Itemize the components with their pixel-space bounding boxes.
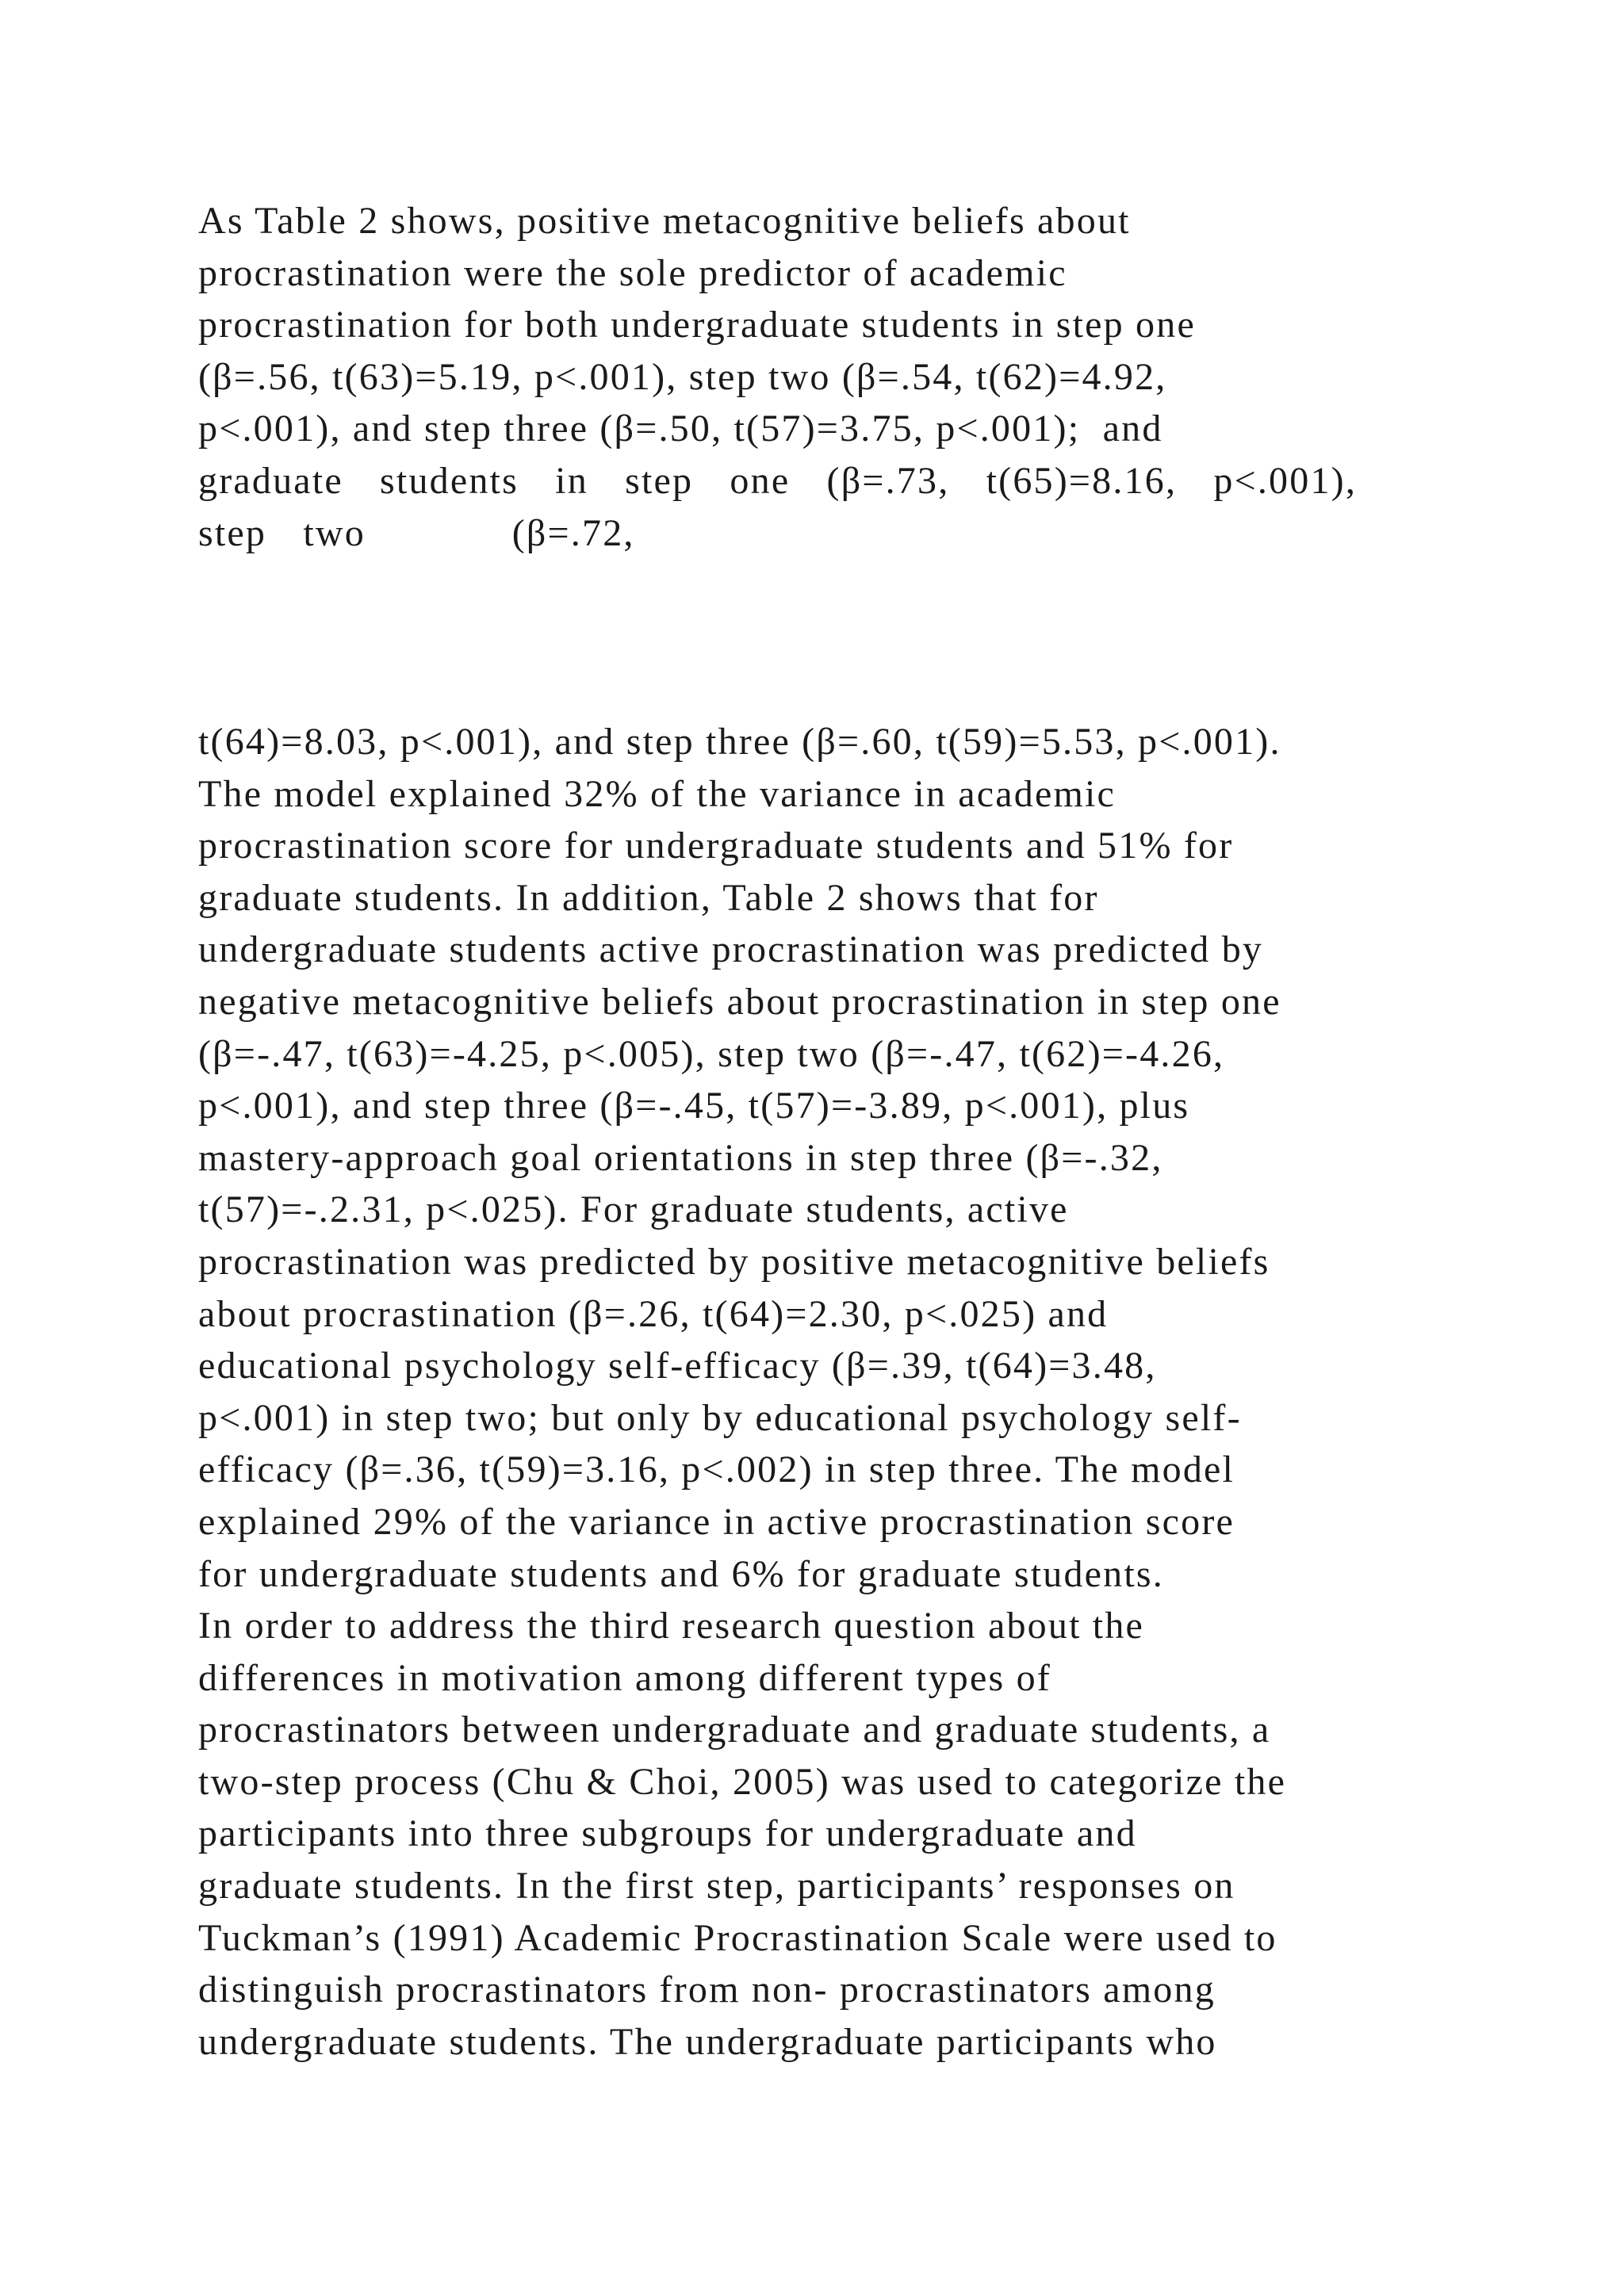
paragraph-block-continued [198,716,1435,2068]
text-line: graduate students. In the first step, participants’ responses on [198,1865,1235,1908]
text-line: procrastination were the sole predictor of academic [198,251,1067,294]
text-line: for undergraduate students and 6% for graduate students. [198,1552,1164,1595]
text-line: explained 29% of the variance in active procrastination score [198,1500,1235,1543]
text-line: graduate students. In addition, Table 2 shows that for [198,876,1099,919]
text-line: t(64)=8.03, p<.001), and step three (β=.60, t(59)=5.53, p<.001). [198,721,1281,763]
text-line: participants into three subgroups for undergraduate and [198,1812,1137,1855]
text-line: In order to address the third research question about the [198,1605,1145,1647]
text-line: mastery-approach goal orientations in step three (β=-.32, [198,1136,1163,1179]
text-line: graduate students in step one (β=.73, t(65)=8.16, p<.001), [198,459,1358,502]
text-line: The model explained 32% of the variance in academic [198,772,1116,815]
text-line: negative metacognitive beliefs about procrastination in step one [198,980,1281,1023]
paragraph-block-results [198,195,1435,559]
text-line: educational psychology self-efficacy (β=.39, t(64)=3.48, [198,1345,1157,1387]
text-line: two-step process (Chu & Choi, 2005) was used to categorize the [198,1760,1287,1803]
text-line: procrastination score for undergraduate students and 51% for [198,825,1234,867]
text-line: undergraduate students. The undergraduate participants who [198,2020,1217,2063]
text-line: As Table 2 shows, positive metacognitive beliefs about [198,200,1131,242]
text-line: p<.001), and step three (β=.50, t(57)=3.75, p<.001); and [198,408,1163,450]
text-line: about procrastination (β=.26, t(64)=2.30, p<.025) and [198,1292,1109,1335]
text-line: differences in motivation among different types of [198,1656,1051,1699]
text-line: Tuckman’s (1991) Academic Procrastination Scale were used to [198,1916,1277,1959]
text-line: distinguish procrastinators from non- procrastinators among [198,1969,1216,2011]
text-line: step two (β=.72, [198,511,635,554]
text-line: procrastination was predicted by positive metacognitive beliefs [198,1240,1270,1283]
text-line: (β=-.47, t(63)=-4.25, p<.005), step two (β=-.47, t(62)=-4.26, [198,1032,1225,1075]
text-line: procrastinators between undergraduate and graduate students, a [198,1709,1271,1751]
text-line: (β=.56, t(63)=5.19, p<.001), step two (β=.54, t(62)=4.92, [198,355,1167,398]
text-line: p<.001), and step three (β=-.45, t(57)=-3.89, p<.001), plus [198,1085,1190,1127]
text-line: efficacy (β=.36, t(59)=3.16, p<.002) in step three. The model [198,1448,1235,1491]
text-line: t(57)=-.2.31, p<.025). For graduate students, active [198,1188,1069,1231]
text-line: undergraduate students active procrastination was predicted by [198,928,1264,971]
text-line: p<.001) in step two; but only by educational psychology self- [198,1396,1242,1439]
text-line: procrastination for both undergraduate students in step one [198,304,1196,346]
